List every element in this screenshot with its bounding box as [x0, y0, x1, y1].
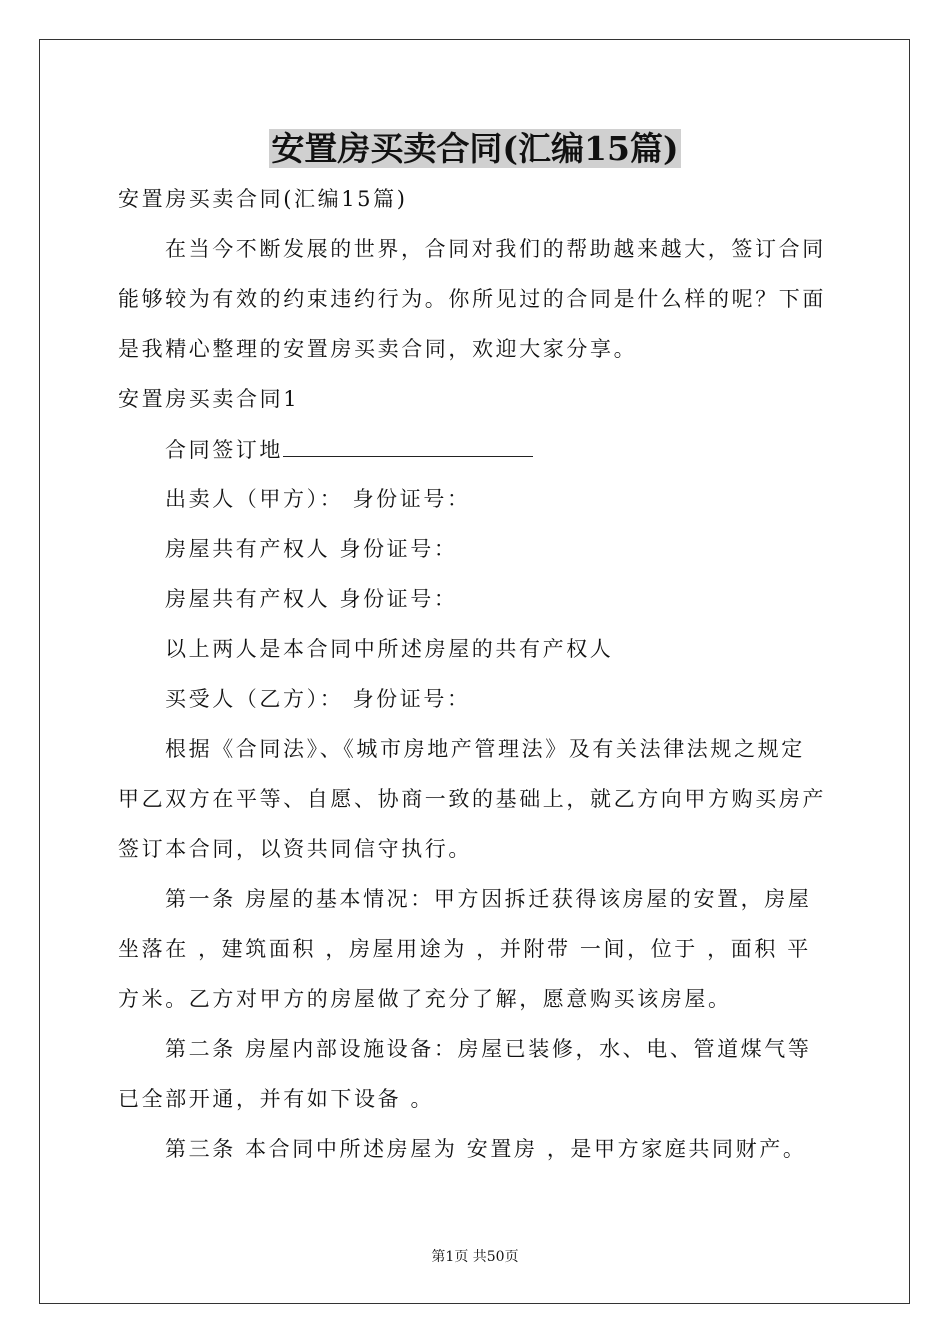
article1-line-3: 方米。乙方对甲方的房屋做了充分了解，愿意购买该房屋。 — [118, 987, 732, 1011]
article1-line-2: 坐落在 ，建筑面积 ，房屋用途为 ，并附带 一间，位于 ，面积 平 — [118, 937, 811, 961]
buyer-line: 买受人（乙方）： 身份证号： — [165, 687, 471, 711]
article3-line: 第三条 本合同中所述房屋为 安置房 ，是甲方家庭共同财产。 — [165, 1137, 807, 1161]
basis-line-1: 根据《合同法》、《城市房地产管理法》及有关法律法规之规定 — [165, 737, 805, 761]
page-footer: 第1页 共50页 — [431, 1249, 519, 1265]
intro-line-3: 是我精心整理的安置房买卖合同，欢迎大家分享。 — [118, 337, 638, 361]
co-owner-note: 以上两人是本合同中所述房屋的共有产权人 — [165, 637, 614, 661]
document-subtitle: 安置房买卖合同(汇编15篇) — [118, 187, 408, 211]
intro-line-2: 能够较为有效的约束违约行为。你所见过的合同是什么样的呢？下面 — [118, 287, 826, 311]
document-title: 安置房买卖合同(汇编15篇) — [271, 129, 679, 168]
co-owner-line-1: 房屋共有产权人 身份证号： — [165, 537, 458, 561]
co-owner-line-2: 房屋共有产权人 身份证号： — [165, 587, 458, 611]
basis-line-3: 签订本合同，以资共同信守执行。 — [118, 837, 472, 861]
seller-line: 出卖人（甲方）： 身份证号： — [165, 487, 471, 511]
article1-line-1: 第一条 房屋的基本情况：甲方因拆迁获得该房屋的安置，房屋 — [165, 887, 812, 911]
section-heading: 安置房买卖合同1 — [118, 387, 300, 411]
article2-line-2: 已全部开通，并有如下设备 。 — [118, 1087, 435, 1111]
contract-place-blank — [283, 434, 533, 457]
contract-place-label: 合同签订地 — [165, 438, 283, 462]
basis-line-2: 甲乙双方在平等、自愿、协商一致的基础上，就乙方向甲方购买房产 — [118, 787, 826, 811]
page-frame — [39, 39, 910, 1304]
article2-line-1: 第二条 房屋内部设施设备：房屋已装修，水、电、管道煤气等 — [165, 1037, 812, 1061]
contract-place-line — [165, 434, 533, 465]
intro-line-1: 在当今不断发展的世界，合同对我们的帮助越来越大，签订合同 — [165, 237, 826, 261]
